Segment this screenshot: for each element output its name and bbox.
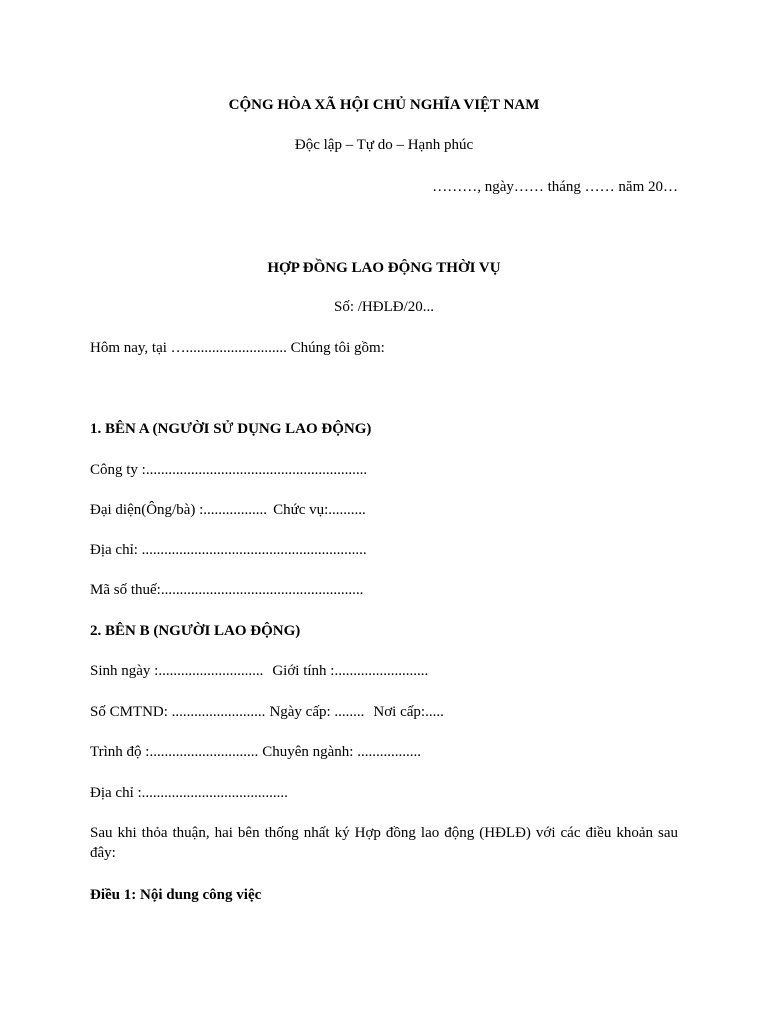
party-a-company: Công ty :........................................................... xyxy=(90,462,368,478)
party-b-issue-place: Nơi cấp:..... xyxy=(373,704,444,720)
agreement-paragraph: Sau khi thỏa thuận, hai bên thống nhất ký Hợp đồng lao động (HĐLĐ) với các điều khoản sau đây: xyxy=(90,825,678,861)
party-b-birth-date: Sinh ngày :............................ xyxy=(90,663,264,679)
party-b-education-row xyxy=(90,742,421,762)
party-b-birth-row xyxy=(90,661,428,681)
party-b-education: Trình độ :............................. xyxy=(90,744,259,760)
date-line: ………, ngày…… tháng …… năm 20… xyxy=(432,179,678,195)
party-b-issue-date: Ngày cấp: ........ xyxy=(269,704,365,720)
contract-number: Số: /HĐLĐ/20... xyxy=(333,299,434,315)
party-a-representative-row xyxy=(90,500,366,520)
party-b-id-row xyxy=(90,702,444,722)
party-a-address: Địa chỉ: ............................................................ xyxy=(90,542,367,558)
party-b-major: Chuyên ngành: ................. xyxy=(262,744,421,760)
nation-heading: CỘNG HÒA XÃ HỘI CHỦ NGHĨA VIỆT NAM xyxy=(228,97,540,113)
party-b-id-number: Số CMTND: ......................... xyxy=(90,704,266,720)
party-b-heading: 2. BÊN B (NGƯỜI LAO ĐỘNG) xyxy=(90,623,301,639)
party-b-gender: Giới tính :......................... xyxy=(272,663,429,679)
party-b-address: Địa chỉ :....................................... xyxy=(90,785,288,801)
party-a-representative: Đại diện(Ông/bà) :................. xyxy=(90,502,268,518)
party-a-heading: 1. BÊN A (NGƯỜI SỬ DỤNG LAO ĐỘNG) xyxy=(90,421,372,437)
party-a-tax-code: Mã số thuế:...................................................... xyxy=(90,582,364,598)
article-1-heading: Điều 1: Nội dung công việc xyxy=(90,887,262,903)
contract-title: HỢP ĐỒNG LAO ĐỘNG THỜI VỤ xyxy=(267,260,501,276)
intro-line: Hôm nay, tại …........................... Chúng tôi gồm: xyxy=(90,340,385,356)
party-a-position: Chức vụ:.......... xyxy=(273,502,366,518)
motto: Độc lập – Tự do – Hạnh phúc xyxy=(294,137,474,153)
